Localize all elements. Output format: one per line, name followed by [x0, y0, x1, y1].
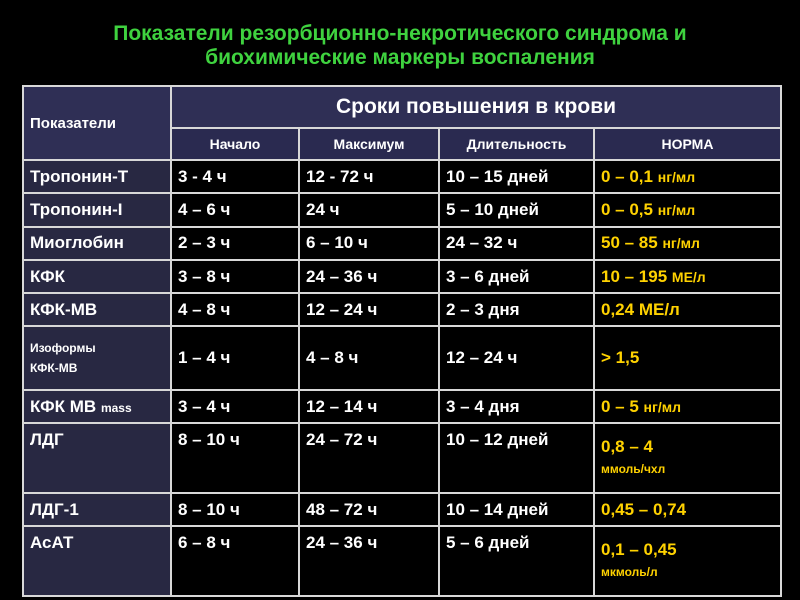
cell-norm	[594, 227, 781, 260]
row-name: Миоглобин	[23, 227, 171, 260]
table-row	[23, 423, 781, 493]
title-line-2: биохимические маркеры воспаления	[205, 46, 595, 69]
row-name	[23, 390, 171, 423]
header-duration: Длительность	[439, 128, 594, 160]
table-row	[23, 390, 781, 423]
cell-duration: 10 – 12 дней	[439, 423, 594, 493]
header-indicator: Показатели	[23, 86, 171, 160]
table-row	[23, 526, 781, 596]
cell-start: 8 – 10 ч	[171, 493, 299, 526]
cell-start: 3 - 4 ч	[171, 160, 299, 193]
norm-unit: нг/мл	[657, 168, 696, 185]
row-name	[23, 326, 171, 390]
cell-max: 12 - 72 ч	[299, 160, 439, 193]
norm-unit: нг/мл	[662, 235, 700, 252]
row-name-line-1: Изоформы	[30, 341, 96, 356]
cell-duration: 5 – 6 дней	[439, 526, 594, 596]
cell-duration: 12 – 24 ч	[439, 326, 594, 390]
cell-duration: 3 – 6 дней	[439, 260, 594, 293]
norm-unit: мкмоль/л	[601, 565, 658, 580]
header-group: Сроки повышения в крови	[171, 86, 781, 128]
cell-duration: 5 – 10 дней	[439, 193, 594, 226]
norm-unit: нг/мл	[657, 201, 696, 218]
cell-max: 4 – 8 ч	[299, 326, 439, 390]
cell-norm	[594, 390, 781, 423]
norm-unit: ммоль/чxл	[601, 462, 666, 477]
slide-title	[0, 22, 800, 70]
cell-duration: 3 – 4 дня	[439, 390, 594, 423]
norm-unit: нг/мл	[643, 398, 681, 415]
header-max: Максимум	[299, 128, 439, 160]
row-name: КФК	[23, 260, 171, 293]
table-row	[23, 260, 781, 293]
cell-duration: 10 – 14 дней	[439, 493, 594, 526]
row-name-suffix: mass	[100, 400, 132, 415]
cell-duration: 24 – 32 ч	[439, 227, 594, 260]
norm-value: 50 – 85	[601, 233, 658, 253]
norm-value: 0 – 0,1	[601, 166, 653, 186]
cell-start: 4 – 8 ч	[171, 293, 299, 326]
cell-start: 1 – 4 ч	[171, 326, 299, 390]
cell-max: 12 – 24 ч	[299, 293, 439, 326]
row-name: Тропонин-I	[23, 193, 171, 226]
cell-start: 8 – 10 ч	[171, 423, 299, 493]
norm-unit: МЕ/л	[638, 299, 680, 319]
cell-max: 24 – 72 ч	[299, 423, 439, 493]
norm-value: 0,45 – 0,74	[601, 499, 687, 519]
table-row	[23, 326, 781, 390]
cell-max: 12 – 14 ч	[299, 390, 439, 423]
norm-value: > 1,5	[601, 348, 640, 368]
cell-max: 6 – 10 ч	[299, 227, 439, 260]
row-name: ЛДГ-1	[23, 493, 171, 526]
norm-value: 0,8 – 4	[601, 437, 653, 457]
table-row	[23, 493, 781, 526]
table-row	[23, 160, 781, 193]
markers-table	[22, 85, 782, 597]
cell-max: 24 ч	[299, 193, 439, 226]
norm-value: 0 – 0,5	[601, 199, 653, 219]
cell-norm	[594, 423, 781, 493]
table-row	[23, 293, 781, 326]
cell-start: 3 – 4 ч	[171, 390, 299, 423]
norm-value: 0,1 – 0,45	[601, 540, 677, 560]
row-name: Тропонин-Т	[23, 160, 171, 193]
row-name: АсАТ	[23, 526, 171, 596]
row-name: КФК-МВ	[23, 293, 171, 326]
cell-norm	[594, 160, 781, 193]
cell-norm	[594, 326, 781, 390]
row-name-main: КФК МВ	[30, 396, 97, 416]
cell-norm	[594, 526, 781, 596]
table-row	[23, 227, 781, 260]
cell-norm	[594, 493, 781, 526]
norm-value: 0,24	[601, 299, 635, 319]
cell-max: 24 – 36 ч	[299, 260, 439, 293]
table-row	[23, 193, 781, 226]
cell-max: 24 – 36 ч	[299, 526, 439, 596]
title-line-1: Показатели резорбционно-некротического синдрома и	[113, 22, 687, 45]
cell-norm	[594, 193, 781, 226]
cell-norm	[594, 260, 781, 293]
cell-start: 6 – 8 ч	[171, 526, 299, 596]
header-row-main	[23, 86, 781, 128]
cell-start: 2 – 3 ч	[171, 227, 299, 260]
norm-unit: МЕ/л	[671, 268, 706, 285]
cell-duration: 2 – 3 дня	[439, 293, 594, 326]
row-name: ЛДГ	[23, 423, 171, 493]
cell-duration: 10 – 15 дней	[439, 160, 594, 193]
header-start: Начало	[171, 128, 299, 160]
cell-max: 48 – 72 ч	[299, 493, 439, 526]
cell-start: 3 – 8 ч	[171, 260, 299, 293]
row-name-line-2: КФК-МВ	[30, 361, 78, 376]
norm-value: 10 – 195	[601, 266, 668, 286]
norm-value: 0 – 5	[601, 396, 639, 416]
cell-start: 4 – 6 ч	[171, 193, 299, 226]
header-norm: НОРМА	[594, 128, 781, 160]
cell-norm	[594, 293, 781, 326]
